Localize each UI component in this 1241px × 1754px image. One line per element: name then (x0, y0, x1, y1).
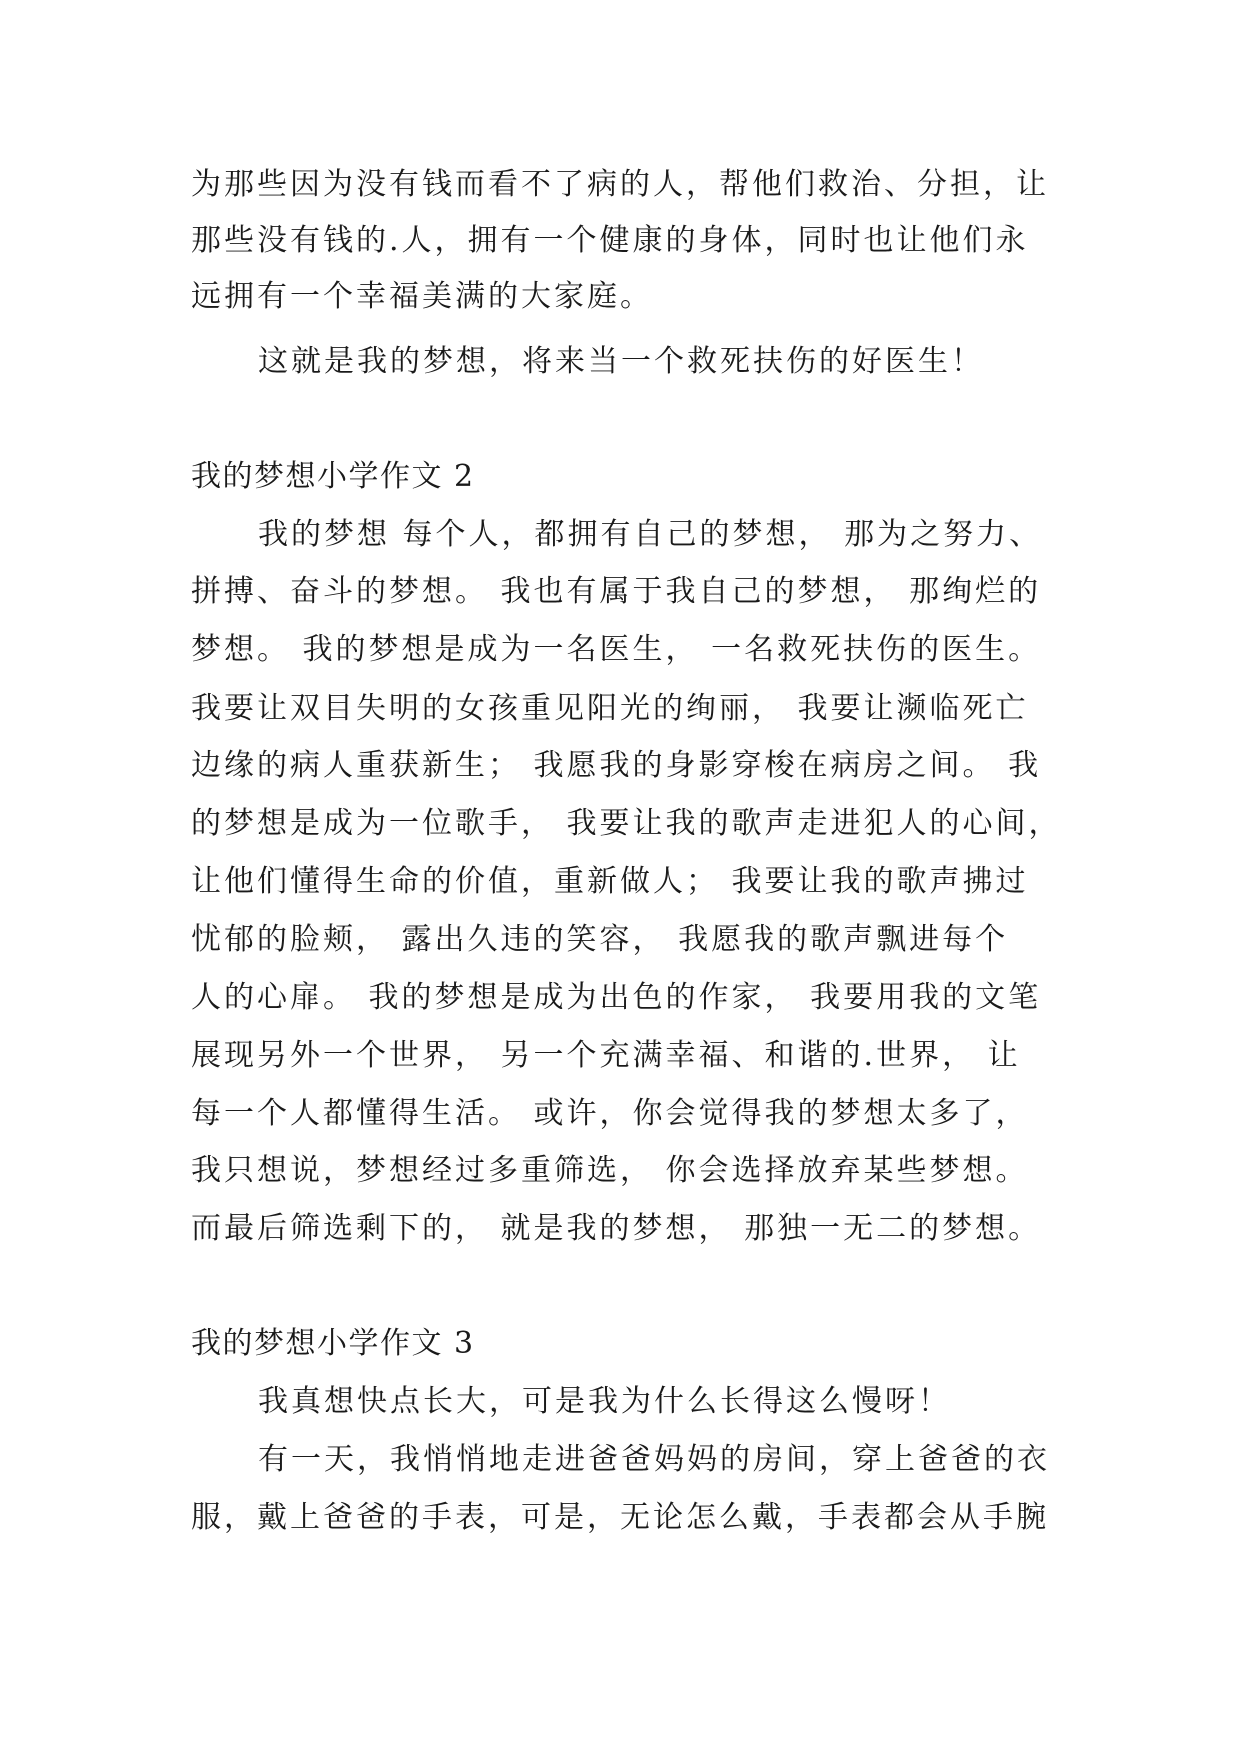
paragraph-line: 梦想。 我的梦想是成为一名医生， 一名救死扶伤的医生。 (191, 632, 1042, 667)
section-heading: 我的梦想小学作文 3 (191, 1326, 475, 1361)
paragraph-line: 我真想快点长大，可是我为什么长得这么慢呀！ (258, 1384, 951, 1419)
paragraph-line: 而最后筛选剩下的， 就是我的梦想， 那独一无二的梦想。 (191, 1211, 1042, 1246)
section-heading: 我的梦想小学作文 2 (191, 459, 475, 494)
paragraph-line: 边缘的病人重获新生； 我愿我的身影穿梭在病房之间。 我 (191, 748, 1042, 783)
paragraph-line: 的梦想是成为一位歌手， 我要让我的歌声走进犯人的心间， (191, 806, 1062, 841)
paragraph-line: 这就是我的梦想，将来当一个救死扶伤的好医生！ (258, 344, 984, 379)
paragraph-line: 拼搏、奋斗的梦想。 我也有属于我自己的梦想， 那绚烂的 (191, 574, 1042, 609)
paragraph-line: 我只想说，梦想经过多重筛选， 你会选择放弃某些梦想。 (191, 1153, 1029, 1188)
paragraph-line: 展现另外一个世界， 另一个充满幸福、和谐的.世界， 让 (191, 1038, 1021, 1073)
paragraph-line: 有一天，我悄悄地走进爸爸妈妈的房间，穿上爸爸的衣 (258, 1442, 1050, 1477)
paragraph-line: 人的心扉。 我的梦想是成为出色的作家， 我要用我的文笔 (191, 980, 1042, 1015)
paragraph-line: 忧郁的脸颊， 露出久违的笑容， 我愿我的歌声飘进每个 (191, 922, 1009, 957)
paragraph-line: 服，戴上爸爸的手表，可是，无论怎么戴，手表都会从手腕 (191, 1500, 1049, 1535)
paragraph-line: 远拥有一个幸福美满的大家庭。 (191, 279, 653, 314)
paragraph-line: 让他们懂得生命的价值，重新做人； 我要让我的歌声拂过 (191, 864, 1029, 899)
paragraph-line: 那些没有钱的.人，拥有一个健康的身体，同时也让他们永 (191, 223, 1029, 258)
paragraph-line: 每一个人都懂得生活。 或许，你会觉得我的梦想太多了， (191, 1096, 1029, 1131)
paragraph-line: 我的梦想 每个人，都拥有自己的梦想， 那为之努力、 (258, 517, 1043, 552)
paragraph-line: 为那些因为没有钱而看不了病的人，帮他们救治、分担，让 (191, 167, 1049, 202)
paragraph-line: 我要让双目失明的女孩重见阳光的绚丽， 我要让濒临死亡 (191, 691, 1029, 726)
